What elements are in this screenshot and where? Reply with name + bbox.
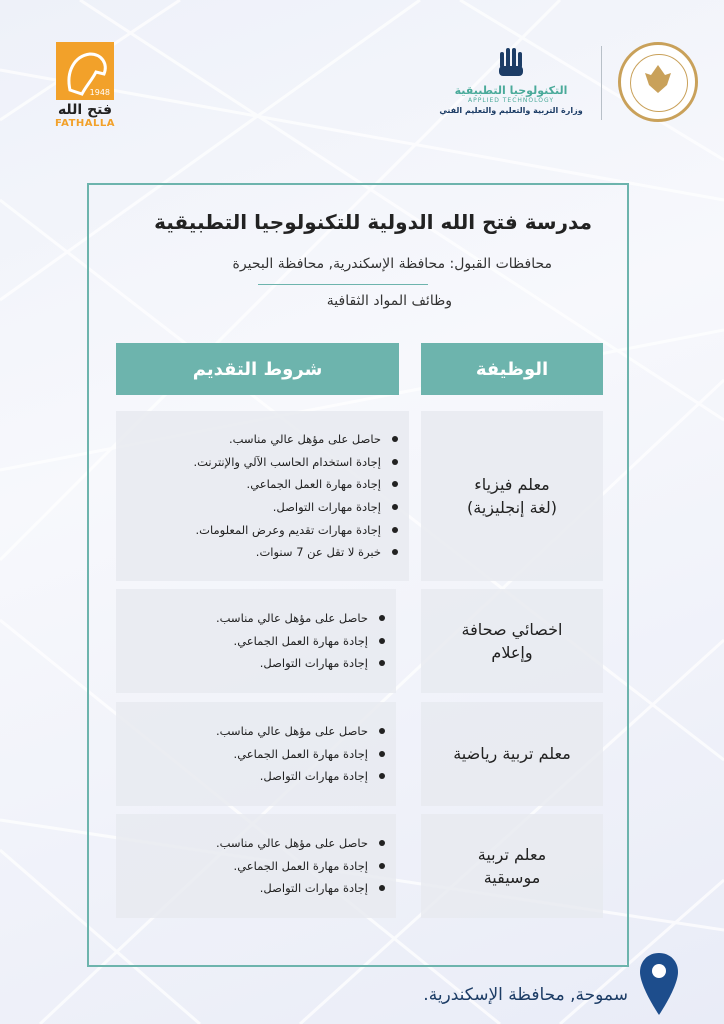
job-title-journalism: اخصائي صحافة وإعلام [421,589,603,693]
section-title: وظائف المواد الثقافية [326,293,452,309]
applied-tech-ar: التكنولوجيا التطبيقية [454,84,568,97]
requirement-item: إجادة مهارة العمل الجماعي. [216,743,368,766]
logo-year: 1948 [89,88,110,97]
logo-divider [601,46,602,120]
requirement-item: إجادة مهارة العمل الجماعي. [216,855,368,878]
job-title-physics: معلم فيزياء (لغة إنجليزية) [421,411,603,581]
requirement-item: إجادة مهارات التواصل. [216,877,368,900]
divider [258,284,428,285]
requirements-music [116,814,396,918]
requirement-item: خبرة لا تقل عن 7 سنوات. [193,541,381,564]
requirement-item: حاصل على مؤهل عالي مناسب. [216,832,368,855]
governorates-text: محافظات القبول: محافظة الإسكندرية, محافظة البحيرة [232,256,552,272]
hand-icon [496,46,526,80]
requirement-item: إجادة مهارة العمل الجماعي. [193,473,381,496]
requirement-item: حاصل على مؤهل عالي مناسب. [216,607,368,630]
logo-name-ar: فتح الله [57,102,113,118]
requirement-item: إجادة مهارات التواصل. [216,765,368,788]
applied-technology-logo [436,46,586,115]
address-text: سموحة, محافظة الإسكندرية. [423,985,628,1005]
ministry-logos [438,40,698,130]
requirements-column-header: شروط التقديم [116,343,399,395]
requirement-item: إجادة مهارات التواصل. [216,652,368,675]
fathalla-logo-mark [56,42,114,100]
job-column-header: الوظيفة [421,343,603,395]
job-title-music: معلم تربية موسيقية [421,814,603,918]
fathalla-logo [54,42,116,129]
requirement-item: إجادة مهارة العمل الجماعي. [216,630,368,653]
applied-tech-en: APPLIED TECHNOLOGY [467,97,554,104]
requirements-sports [116,702,396,806]
requirement-item: إجادة استخدام الحاسب الآلي والإنترنت. [193,451,381,474]
requirement-item: إجادة مهارات التواصل. [193,496,381,519]
requirement-item: إجادة مهارات تقديم وعرض المعلومات. [193,519,381,542]
job-title-sports: معلم تربية رياضية [421,702,603,806]
eagle-icon [621,45,695,119]
requirements-journalism [116,589,396,693]
ministry-seal [618,42,698,122]
location-pin-icon [638,951,680,1017]
requirement-item: حاصل على مؤهل عالي مناسب. [193,428,381,451]
requirement-item: حاصل على مؤهل عالي مناسب. [216,720,368,743]
requirements-physics [116,411,409,581]
logo-name-en: FATHALLA [54,118,116,129]
page-title: مدرسة فتح الله الدولية للتكنولوجيا التطبيقية [154,210,592,234]
ministry-name-ar: وزارة التربية والتعليم والتعليم الفني [439,106,583,115]
